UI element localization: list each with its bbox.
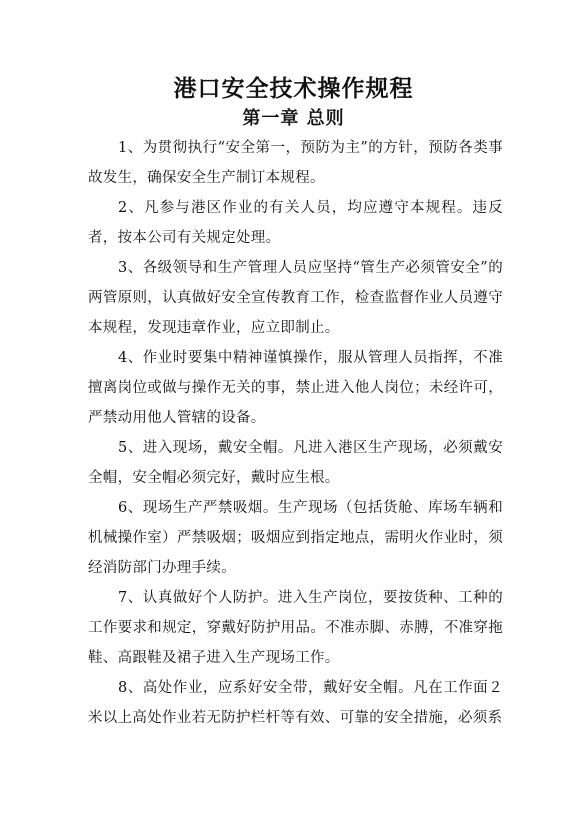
document-title: 港口安全技术操作规程 xyxy=(173,75,414,102)
paragraph: 1、为贯彻执行“安全第一，预防为主”的方针，预防各类事故发生，确保安全生产制订本规程。 xyxy=(88,140,503,186)
paragraph: 3、各级领导和生产管理人员应坚持“管生产必须管安全”的两管原则，认真做好安全宣传教育工作，检查监督作业人员遵守本规程，发现违章作业，应立即制止。 xyxy=(88,260,503,336)
paragraph: 4、作业时要集中精神谨慎操作，服从管理人员指挥，不准擅离岗位或做与操作无关的事，禁止进入他人岗位；未经许可，严禁动用他人管辖的设备。 xyxy=(88,350,503,426)
paragraph: 8、高处作业，应系好安全带，戴好安全帽。凡在工作面２米以上高处作业若无防护栏杆等有效、可靠的安全措施，必须系 xyxy=(88,680,503,726)
paragraph: 5、进入现场，戴安全帽。凡进入港区生产现场，必须戴安全帽，安全帽必须完好，戴时应生根。 xyxy=(88,440,503,486)
document-body xyxy=(88,133,503,733)
paragraph: 2、凡参与港区作业的有关人员，均应遵守本规程。违反者，按本公司有关规定处理。 xyxy=(88,200,503,246)
paragraph: 7、认真做好个人防护。进入生产岗位，要按货种、工种的工作要求和规定，穿戴好防护用品。不准赤脚、赤膊，不准穿拖鞋、高跟鞋及裙子进入生产现场工作。 xyxy=(88,590,503,666)
paragraph: 6、现场生产严禁吸烟。生产现场（包括货舱、库场车辆和机械操作室）严禁吸烟；吸烟应到指定地点，需明火作业时，须经消防部门办理手续。 xyxy=(88,500,503,576)
chapter-heading: 第一章 总则 xyxy=(242,108,345,129)
